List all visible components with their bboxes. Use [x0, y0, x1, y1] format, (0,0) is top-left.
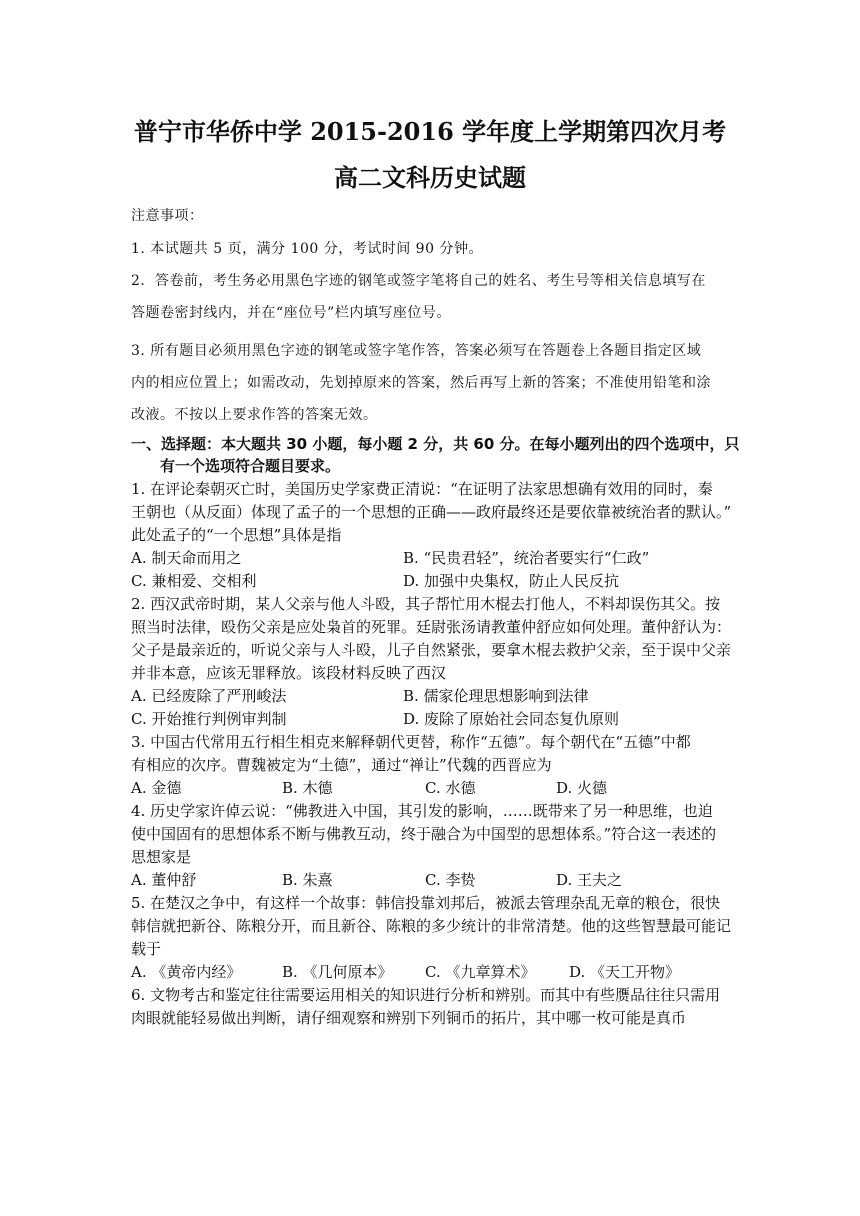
question-5-option-c: C. 《九章算术》 — [425, 963, 536, 981]
question-4-option-c: C. 李贽 — [425, 871, 476, 889]
question-1-option-d: D. 加强中央集权，防止人民反抗 — [403, 572, 620, 590]
notice-item-1: 1. 本试题共 5 页，满分 100 分，考试时间 90 分钟。 — [131, 241, 483, 257]
notice-item-3: 3. 所有题目必须用黑色字迹的钢笔或签字笔作答，答案必须写在答题卷上各题目指定区域 — [131, 343, 702, 359]
question-2-option-b: B. 儒家伦理思想影响到法律 — [403, 687, 589, 705]
question-3-option-c: C. 水德 — [425, 779, 476, 797]
exam-subtitle: 高二文科历史试题 — [334, 163, 526, 192]
question-4-option-a: A. 董仲舒 — [131, 871, 197, 889]
question-3-option-b: B. 木德 — [282, 779, 333, 797]
question-2-option-a: A. 已经废除了严刑峻法 — [131, 687, 287, 705]
question-4-line-1: 4. 历史学家许倬云说：“佛教进入中国，其引发的影响，……既带来了另一种思维，也迫 — [131, 802, 713, 820]
question-3-line-1: 3. 中国古代常用五行相生相克来解释朝代更替，称作“五德”。每个朝代在“五德”中都 — [131, 733, 691, 751]
question-2-line-3: 父子是最亲近的，听说父亲与人斗殴，儿子自然紧张，要拿木棍去救护父亲，至于误中父亲 — [131, 641, 732, 659]
question-5-option-d: D. 《天工开物》 — [569, 963, 681, 981]
question-2-line-1: 2. 西汉武帝时期，某人父亲与他人斗殴，其子帮忙用木棍去打他人，不料却误伤其父。按 — [131, 595, 721, 613]
question-3-option-d: D. 火德 — [556, 779, 608, 797]
section-heading-cont: 有一个选项符合题目要求。 — [160, 457, 341, 475]
section-heading: 一、选择题：本大题共 30 小题，每小题 2 分，共 60 分。在每小题列出的四个选项中，只 — [131, 435, 740, 453]
question-4-option-b: B. 朱熹 — [282, 871, 333, 889]
question-5-line-1: 5. 在楚汉之争中，有这样一个故事：韩信投靠刘邦后，被派去管理杂乱无章的粮仓，很快 — [131, 894, 721, 912]
question-2-line-2: 照当时法律，殴伤父亲是应处枭首的死罪。廷尉张汤请教董仲舒应如何处理。董仲舒认为： — [131, 618, 732, 636]
question-6-line-1: 6. 文物考古和鉴定往往需要运用相关的知识进行分析和辨别。而其中有些赝品往往只需用 — [131, 986, 721, 1004]
exam-title: 普宁市华侨中学 2015-2016 学年度上学期第四次月考 — [133, 117, 727, 146]
notice-item-2: 2．答卷前，考生务必用黑色字迹的钢笔或签字笔将自己的姓名、考生号等相关信息填写在 — [131, 273, 706, 289]
question-6-line-2: 肉眼就能轻易做出判断，请仔细观察和辨别下列铜币的拓片，其中哪一枚可能是真币 — [131, 1009, 687, 1027]
notice-item-3-end: 改液。不按以上要求作答的答案无效。 — [131, 407, 378, 423]
question-3-option-a: A. 金德 — [131, 779, 182, 797]
question-4-option-d: D. 王夫之 — [556, 871, 623, 889]
question-5-line-2: 韩信就把新谷、陈粮分开，而且新谷、陈粮的多少统计的非常清楚。他的这些智慧最可能记 — [131, 917, 732, 935]
question-4-line-2: 使中国固有的思想体系不断与佛教互动，终于融合为中国型的思想体系。”符合这一表述的 — [131, 825, 717, 843]
question-1-option-c: C. 兼相爱、交相利 — [131, 572, 257, 590]
question-2-option-d: D. 废除了原始社会同态复仇原则 — [403, 710, 620, 728]
question-5-line-3: 载于 — [131, 940, 162, 958]
question-5-option-b: B. 《几何原本》 — [282, 963, 393, 981]
notice-item-3-cont: 内的相应位置上；如需改动，先划掉原来的答案，然后再写上新的答案；不准使用铅笔和涂 — [131, 375, 711, 391]
question-4-line-3: 思想家是 — [131, 848, 192, 866]
question-2-option-c: C. 开始推行判例审判制 — [131, 710, 287, 728]
question-1-option-b: B. “民贵君轻”，统治者要实行“仁政” — [403, 549, 650, 567]
question-1-line-3: 此处孟子的“一个思想”具体是指 — [131, 526, 342, 544]
question-1-line-1: 1. 在评论秦朝灭亡时，美国历史学家费正清说：“在证明了法家思想确有效用的同时，秦 — [131, 480, 713, 498]
question-2-line-4: 并非本意，应该无罪释放。该段材料反映了西汉 — [131, 664, 447, 682]
question-1-option-a: A. 制天命而用之 — [131, 549, 242, 567]
question-3-line-2: 有相应的次序。曹魏被定为“土德”，通过“禅让”代魏的西晋应为 — [131, 756, 552, 774]
notice-item-2-cont: 答题卷密封线内，并在“座位号”栏内填写座位号。 — [131, 305, 451, 321]
notice-heading: 注意事项： — [131, 208, 204, 224]
question-5-option-a: A. 《黄帝内经》 — [131, 963, 242, 981]
question-1-line-2: 王朝也（从反面）体现了孟子的一个思想的正确——政府最终还是要依靠被统治者的默认。” — [131, 503, 732, 521]
